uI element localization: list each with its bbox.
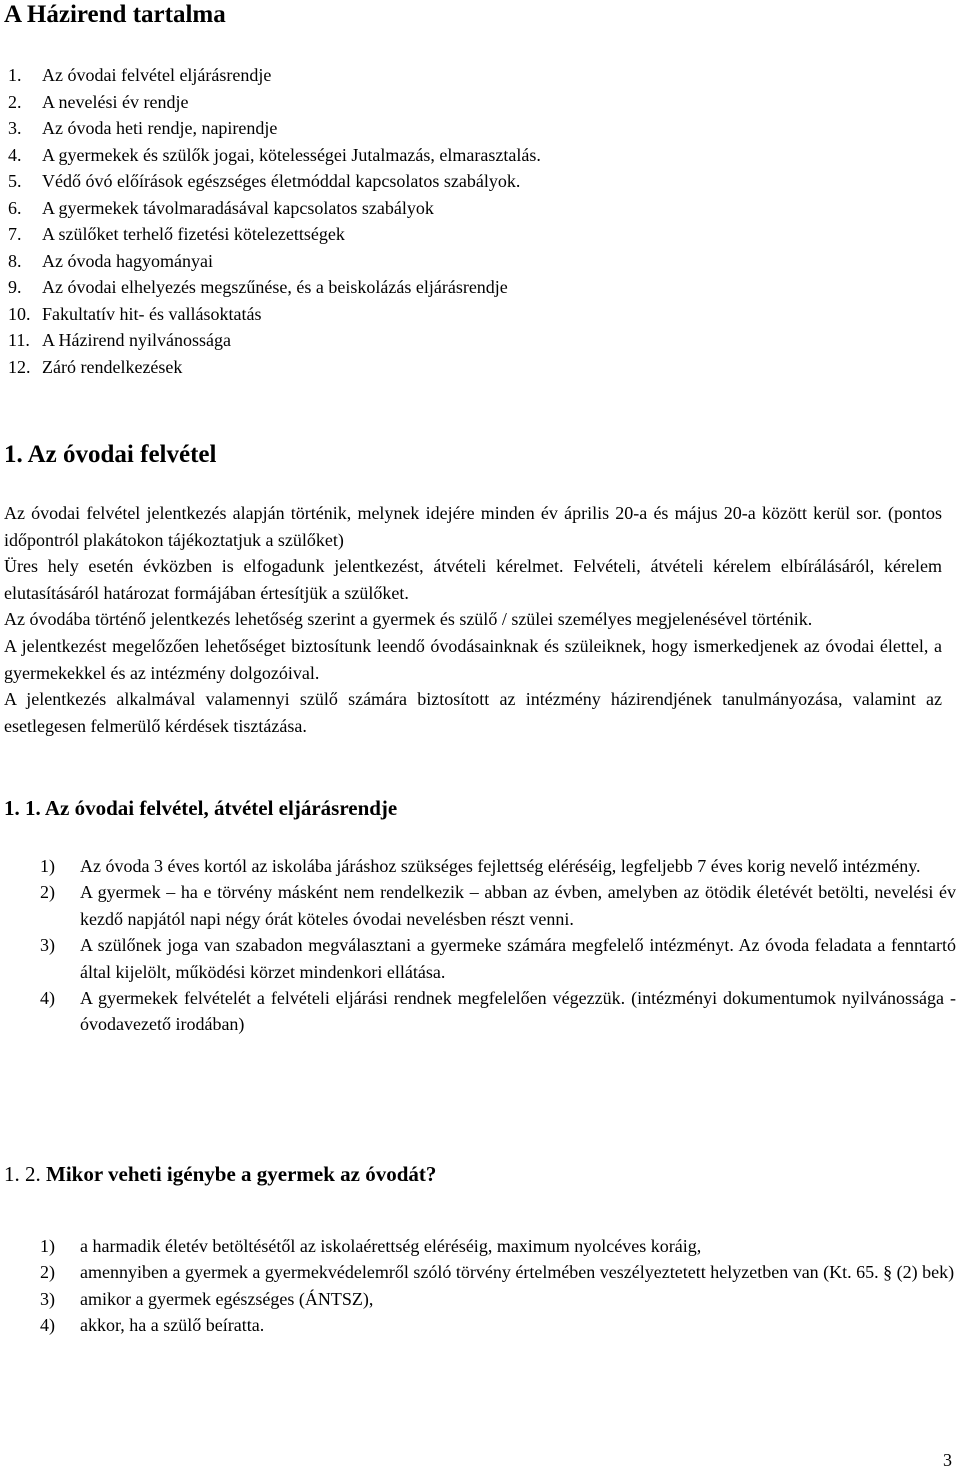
list-item-text: A gyermekek felvételét a felvételi eljárási rendnek megfelelően végezzük. (intézményi dokumentumok nyilvánossága - óvodavezető irodában) — [80, 988, 956, 1035]
toc-number: 7. — [8, 224, 22, 244]
toc-text: Védő óvó előírások egészséges életmóddal kapcsolatos szabályok. — [42, 171, 521, 191]
list-marker: 3) — [40, 1288, 55, 1309]
toc-number: 2. — [8, 91, 22, 112]
toc-item — [8, 274, 908, 301]
toc-number: 10. — [8, 303, 31, 324]
toc-number: 4. — [8, 144, 22, 165]
list-marker: 2) — [40, 1262, 55, 1283]
toc-number: 5. — [8, 171, 22, 191]
list-item — [40, 985, 956, 1038]
toc-text: A gyermekek és szülők jogai, kötelességei Jutalmazás, elmarasztalás. — [42, 144, 541, 165]
toc-text: Az óvoda heti rendje, napirendje — [42, 118, 278, 138]
list-item-text: amennyiben a gyermek a gyermekvédelemről szóló törvény értelmében veszélyeztetett helyzetben van (Kt. 65. § (2) bek) — [80, 1262, 955, 1283]
list-item — [40, 1286, 956, 1312]
eligibility-list — [40, 1233, 956, 1339]
toc-number: 3. — [8, 118, 22, 138]
paragraph: Az óvodába történő jelentkezés lehetőség szerint a gyermek és szülő / szülei személyes megjelenésével történik. — [4, 609, 813, 630]
toc-item — [8, 327, 908, 354]
list-marker: 1) — [40, 1236, 55, 1256]
paragraph: Az óvodai felvétel jelentkezés alapján történik, melynek idejére minden év április 20-a és május 20-a között kerül sor. (pontos időpontról plakátokon tájékoztatjuk a szülőket) — [4, 503, 942, 550]
toc-text: Záró rendelkezések — [42, 356, 183, 377]
toc-item — [8, 168, 908, 195]
list-marker: 1) — [40, 856, 55, 876]
toc-number: 12. — [8, 356, 31, 377]
toc-number: 1. — [8, 65, 22, 85]
toc-text: Az óvodai felvétel eljárásrendje — [42, 65, 272, 85]
subsection-title: Mikor veheti igénybe a gyermek az óvodát? — [46, 1162, 437, 1186]
toc-item — [8, 62, 908, 89]
procedure-list — [40, 853, 956, 1038]
toc-text: Az óvoda hagyományai — [42, 250, 213, 271]
subsection-number: 1. 2. — [4, 1162, 41, 1186]
section-heading: 1. Az óvodai felvétel — [4, 441, 217, 468]
toc-number: 8. — [8, 250, 22, 271]
paragraph: A jelentkezést megelőzően lehetőséget biztosítunk leendő óvodásainknak és szüleiknek, hogy ismerkedjenek az óvodai élettel, a gyermekekkel és az intézmény dolgozóival. — [4, 635, 942, 683]
toc-text: Fakultatív hit- és vallásoktatás — [42, 303, 262, 324]
subsection-heading: 1. 1. Az óvodai felvétel, átvétel eljárásrendje — [4, 796, 398, 820]
list-item — [40, 1312, 956, 1338]
toc-item — [8, 354, 908, 381]
list-marker: 2) — [40, 882, 55, 903]
toc-number: 11. — [8, 330, 30, 350]
toc-item — [8, 115, 908, 142]
toc-item — [8, 195, 908, 222]
toc-item — [8, 89, 908, 116]
list-item-text: amikor a gyermek egészséges (ÁNTSZ), — [80, 1288, 374, 1309]
list-marker: 4) — [40, 1315, 55, 1336]
list-item — [40, 879, 956, 932]
document-title: A Házirend tartalma — [4, 1, 226, 28]
list-item-text: A gyermek – ha e törvény másként nem rendelkezik – abban az évben, amelyben az ötödik életévét betölti, nevelési év kezdő napjától napi négy órát köteles óvodai nevelésben részt venni. — [80, 882, 956, 929]
list-item — [40, 1233, 956, 1259]
toc-text: A gyermekek távolmaradásával kapcsolatos szabályok — [42, 197, 434, 218]
toc-number: 6. — [8, 197, 22, 218]
list-item-text: A szülőnek joga van szabadon megválasztani a gyermeke számára megfelelő intézményt. Az óvoda feladata a fenntartó által kijelölt, működési körzet mindenkori ellátása. — [80, 935, 956, 982]
toc-item — [8, 221, 908, 248]
list-item-text: a harmadik életév betöltésétől az iskolaérettség eléréséig, maximum nyolcéves koráig, — [80, 1236, 702, 1256]
table-of-contents — [8, 62, 908, 380]
toc-item — [8, 142, 908, 169]
toc-text: A nevelési év rendje — [42, 91, 189, 112]
section-body — [4, 500, 942, 739]
toc-item — [8, 248, 908, 275]
subsection-heading — [4, 1160, 436, 1188]
toc-text: A szülőket terhelő fizetési kötelezettségek — [42, 224, 345, 244]
list-marker: 3) — [40, 935, 55, 956]
paragraph: Üres hely esetén évközben is elfogadunk jelentkezést, átvételi kérelmet. Felvételi, átvételi kérelem elbírálásáról, kérelem elutasításáról határozat formájában értesítjük a szülőket. — [4, 556, 942, 603]
list-item-text: Az óvoda 3 éves kortól az iskolába járáshoz szükséges fejlettség eléréséig, legfeljebb 7 éves korig nevelő intézmény. — [80, 856, 921, 876]
list-item — [40, 1259, 956, 1285]
list-marker: 4) — [40, 988, 55, 1009]
paragraph: A jelentkezés alkalmával valamennyi szülő számára biztosított az intézmény házirendjének tanulmányozása, valamint az esetlegesen felmerülő kérdések tisztázása. — [4, 689, 942, 736]
toc-text: Az óvodai elhelyezés megszűnése, és a beiskolázás eljárásrendje — [42, 277, 508, 297]
list-item — [40, 853, 956, 879]
list-item — [40, 932, 956, 985]
list-item-text: akkor, ha a szülő beíratta. — [80, 1315, 265, 1336]
toc-text: A Házirend nyilvánossága — [42, 330, 231, 350]
page-number: 3 — [943, 1450, 952, 1470]
toc-number: 9. — [8, 277, 22, 297]
toc-item — [8, 301, 908, 328]
